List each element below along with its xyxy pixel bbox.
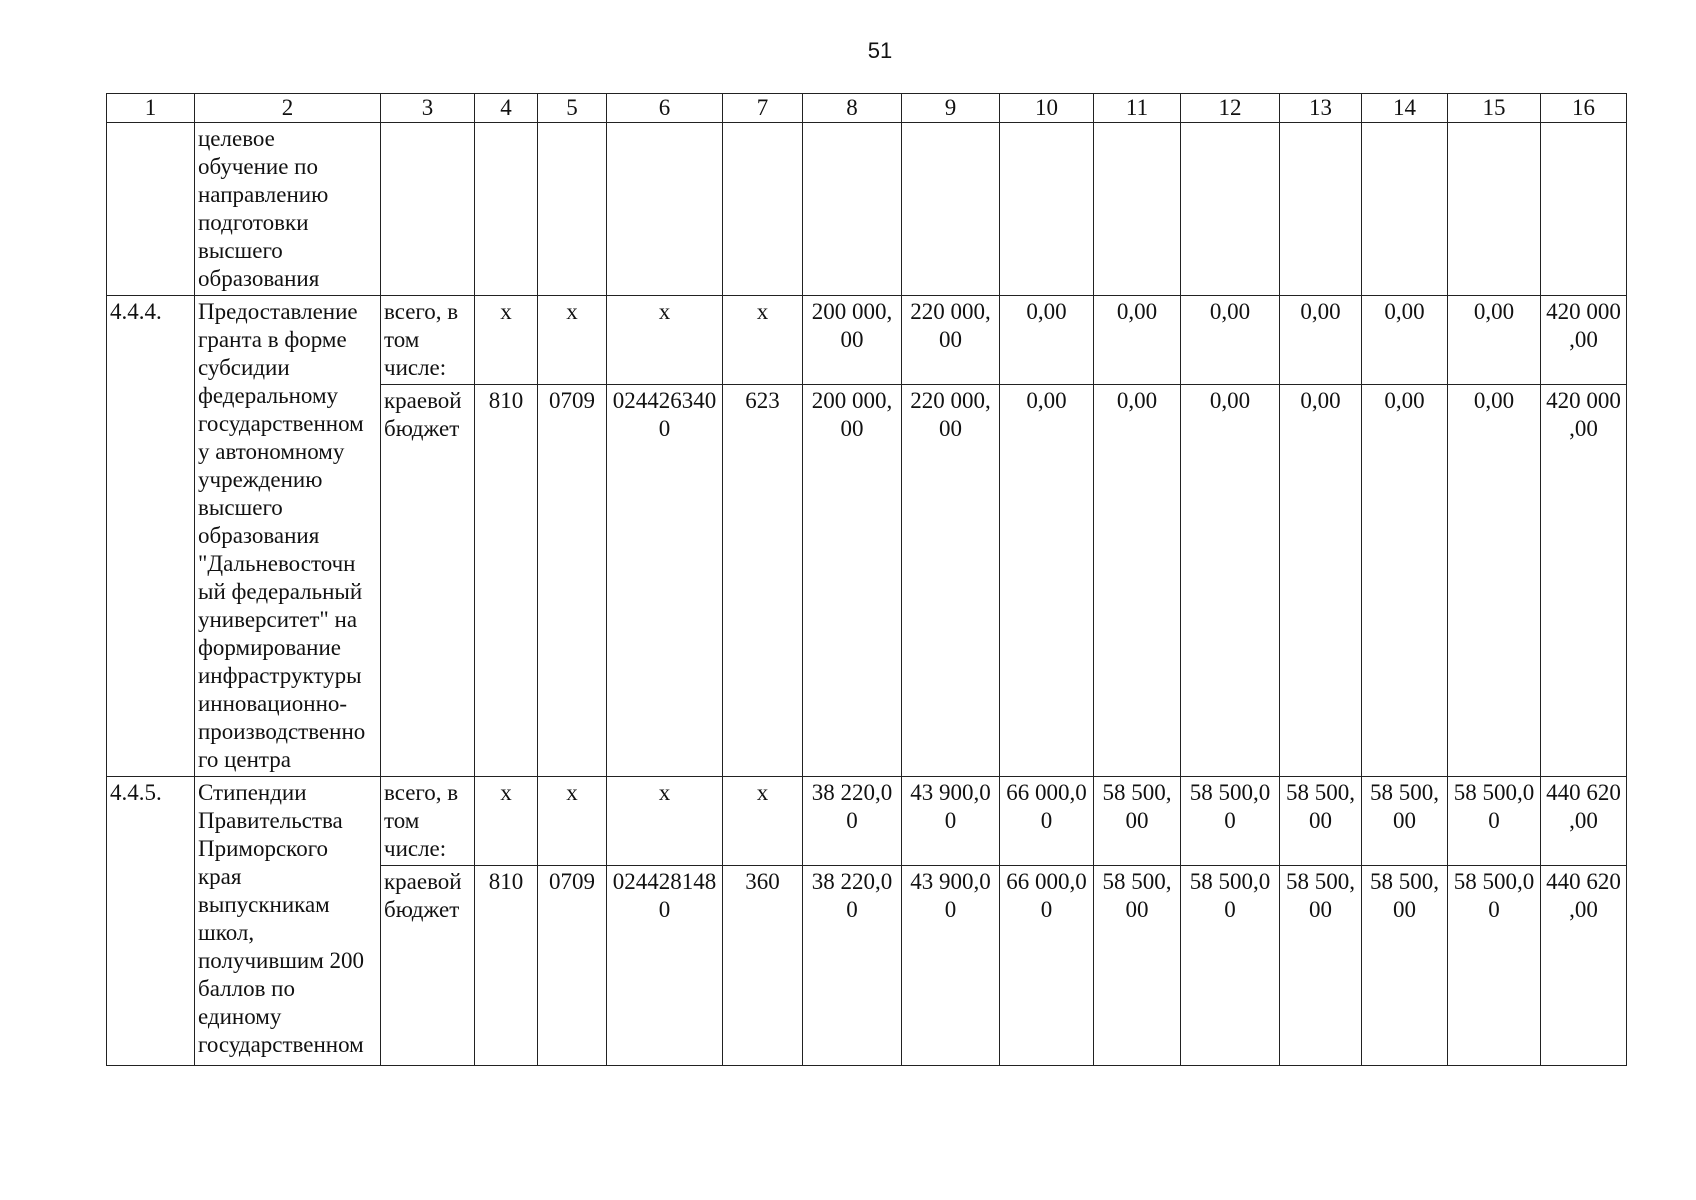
value-cell: 0,00 xyxy=(1000,385,1094,777)
value-cell: 66 000,0 0 xyxy=(1000,777,1094,866)
value-cell: 58 500,0 0 xyxy=(1448,777,1541,866)
table-row xyxy=(107,123,1627,296)
value-cell: 58 500,0 0 xyxy=(1181,866,1280,1066)
item-name-cell: Предоставление гранта в форме субсидии федеральному государственном у автономному учреждению высшего образования "Дальневосточн ый федеральный университет" на формирование инфраструктуры инновационно- производственно го центра xyxy=(195,296,381,777)
value-cell: х xyxy=(723,296,803,385)
empty-cell xyxy=(381,123,475,296)
header-cell: 16 xyxy=(1541,94,1627,123)
empty-cell xyxy=(902,123,1000,296)
empty-cell xyxy=(1000,123,1094,296)
value-cell: 43 900,0 0 xyxy=(902,866,1000,1066)
table-row xyxy=(107,296,1627,385)
value-cell: х xyxy=(723,777,803,866)
header-cell: 15 xyxy=(1448,94,1541,123)
value-cell: 024428148 0 xyxy=(607,866,723,1066)
funding-source-cell: всего, в том числе: xyxy=(381,296,475,385)
value-cell: 420 000 ,00 xyxy=(1541,296,1627,385)
header-cell: 9 xyxy=(902,94,1000,123)
value-cell: х xyxy=(538,296,607,385)
header-cell: 4 xyxy=(475,94,538,123)
empty-cell xyxy=(607,123,723,296)
value-cell: 58 500, 00 xyxy=(1280,866,1362,1066)
value-cell: 024426340 0 xyxy=(607,385,723,777)
table-row xyxy=(107,777,1627,866)
empty-cell xyxy=(1448,123,1541,296)
value-cell: 43 900,0 0 xyxy=(902,777,1000,866)
value-cell: 810 xyxy=(475,866,538,1066)
item-number-cell: 4.4.5. xyxy=(107,777,195,1066)
value-cell: 220 000, 00 xyxy=(902,296,1000,385)
value-cell: х xyxy=(538,777,607,866)
header-cell: 7 xyxy=(723,94,803,123)
value-cell: х xyxy=(607,296,723,385)
value-cell: х xyxy=(475,777,538,866)
empty-cell xyxy=(803,123,902,296)
value-cell: 0,00 xyxy=(1181,296,1280,385)
budget-table xyxy=(106,93,1627,1066)
empty-cell xyxy=(1362,123,1448,296)
value-cell: х xyxy=(607,777,723,866)
header-cell: 3 xyxy=(381,94,475,123)
empty-cell xyxy=(1094,123,1181,296)
value-cell: 58 500,0 0 xyxy=(1448,866,1541,1066)
value-cell: 58 500,0 0 xyxy=(1181,777,1280,866)
value-cell: 66 000,0 0 xyxy=(1000,866,1094,1066)
value-cell: 0,00 xyxy=(1362,385,1448,777)
item-name-cell: Стипендии Правительства Приморского края выпускникам школ, получившим 200 баллов по единому государственном xyxy=(195,777,381,1066)
value-cell: 440 620 ,00 xyxy=(1541,777,1627,866)
empty-cell xyxy=(1541,123,1627,296)
header-cell: 12 xyxy=(1181,94,1280,123)
header-row xyxy=(107,94,1627,123)
value-cell: 810 xyxy=(475,385,538,777)
item-number-cell xyxy=(107,123,195,296)
empty-cell xyxy=(723,123,803,296)
value-cell: 0709 xyxy=(538,385,607,777)
header-cell: 14 xyxy=(1362,94,1448,123)
header-cell: 11 xyxy=(1094,94,1181,123)
value-cell: 0,00 xyxy=(1448,385,1541,777)
item-number-cell: 4.4.4. xyxy=(107,296,195,777)
funding-source-cell: краевой бюджет xyxy=(381,866,475,1066)
value-cell: 38 220,0 0 xyxy=(803,777,902,866)
empty-cell xyxy=(475,123,538,296)
value-cell: 623 xyxy=(723,385,803,777)
empty-cell xyxy=(1280,123,1362,296)
value-cell: 58 500, 00 xyxy=(1362,866,1448,1066)
funding-source-cell: всего, в том числе: xyxy=(381,777,475,866)
value-cell: 360 xyxy=(723,866,803,1066)
value-cell: 0709 xyxy=(538,866,607,1066)
empty-cell xyxy=(538,123,607,296)
header-cell: 8 xyxy=(803,94,902,123)
header-cell: 1 xyxy=(107,94,195,123)
page-number: 51 xyxy=(867,38,893,63)
value-cell: 0,00 xyxy=(1094,296,1181,385)
header-cell: 13 xyxy=(1280,94,1362,123)
value-cell: 440 620 ,00 xyxy=(1541,866,1627,1066)
empty-cell xyxy=(1181,123,1280,296)
value-cell: 58 500, 00 xyxy=(1094,866,1181,1066)
header-cell: 6 xyxy=(607,94,723,123)
value-cell: 0,00 xyxy=(1448,296,1541,385)
value-cell: 0,00 xyxy=(1280,296,1362,385)
value-cell: 58 500, 00 xyxy=(1362,777,1448,866)
value-cell: 200 000, 00 xyxy=(803,385,902,777)
header-cell: 10 xyxy=(1000,94,1094,123)
value-cell: 0,00 xyxy=(1362,296,1448,385)
value-cell: 58 500, 00 xyxy=(1280,777,1362,866)
funding-source-cell: краевой бюджет xyxy=(381,385,475,777)
value-cell: 38 220,0 0 xyxy=(803,866,902,1066)
value-cell: 420 000 ,00 xyxy=(1541,385,1627,777)
value-cell: 0,00 xyxy=(1181,385,1280,777)
value-cell: х xyxy=(475,296,538,385)
value-cell: 58 500, 00 xyxy=(1094,777,1181,866)
value-cell: 220 000, 00 xyxy=(902,385,1000,777)
header-cell: 2 xyxy=(195,94,381,123)
value-cell: 0,00 xyxy=(1280,385,1362,777)
value-cell: 0,00 xyxy=(1094,385,1181,777)
item-name-cell: целевое обучение по направлению подготовки высшего образования xyxy=(195,123,381,296)
header-cell: 5 xyxy=(538,94,607,123)
value-cell: 0,00 xyxy=(1000,296,1094,385)
value-cell: 200 000, 00 xyxy=(803,296,902,385)
